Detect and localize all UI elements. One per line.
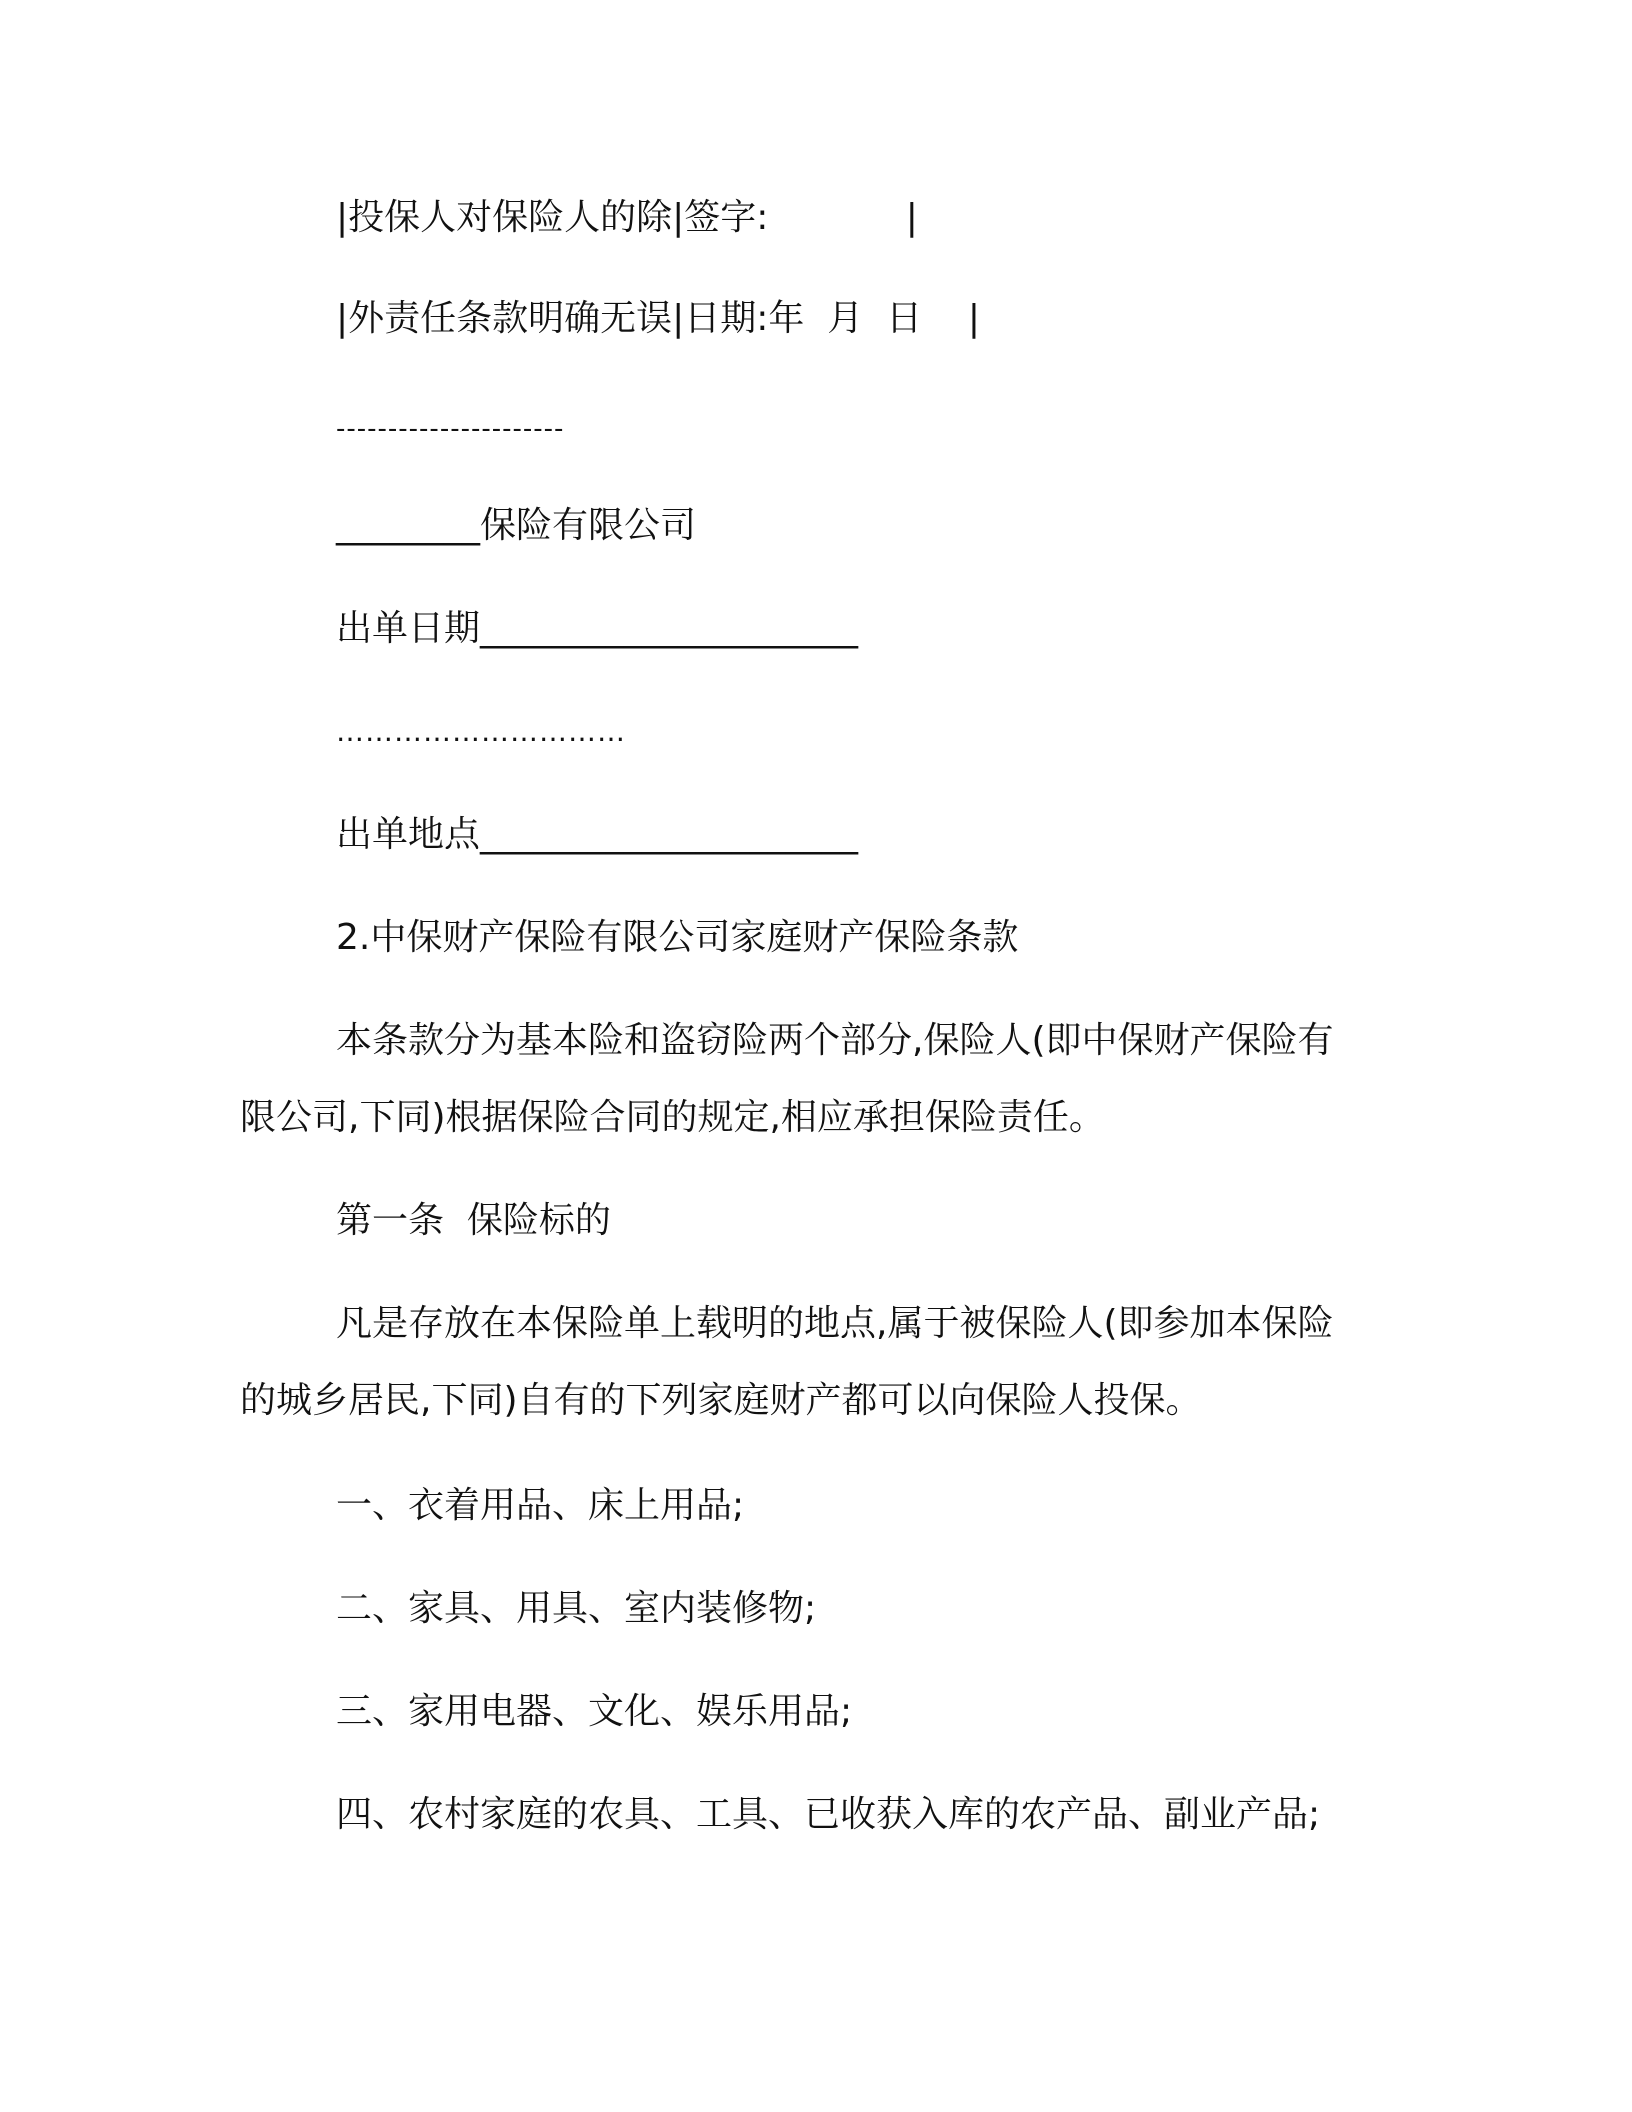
list-item: 一、衣着用品、床上用品; (336, 1485, 745, 1526)
company-name-line: ________保险有限公司 (336, 505, 697, 546)
signature-row-2: |外责任条款明确无误|日期:年 月 日 | (336, 298, 981, 339)
section-title: 2.中保财产保险有限公司家庭财产保险条款 (336, 917, 1019, 958)
article-1-line-2: 的城乡居民,下同)自有的下列家庭财产都可以向保险人投保。 (240, 1380, 1202, 1421)
dash-rule: ---------------------- (336, 414, 565, 444)
list-item: 三、家用电器、文化、娱乐用品; (336, 1691, 853, 1732)
list-item: 二、家具、用具、室内装修物; (336, 1588, 817, 1629)
signature-row-1: |投保人对保险人的除|签字: | (336, 197, 918, 238)
intro-paragraph-line-2: 限公司,下同)根据保险合同的规定,相应承担保险责任。 (240, 1097, 1105, 1138)
article-1-title: 第一条 保险标的 (336, 1200, 611, 1241)
dotted-separator: ………………………… (336, 715, 626, 748)
intro-paragraph-line-1: 本条款分为基本险和盗窃险两个部分,保险人(即中保财产保险有 (336, 1020, 1334, 1061)
issue-date-field: 出单日期_____________________ (336, 608, 859, 649)
list-item: 四、农村家庭的农具、工具、已收获入库的农产品、副业产品; (336, 1794, 1321, 1835)
issue-place-field: 出单地点_____________________ (336, 814, 859, 855)
article-1-line-1: 凡是存放在本保险单上载明的地点,属于被保险人(即参加本保险 (336, 1303, 1334, 1344)
